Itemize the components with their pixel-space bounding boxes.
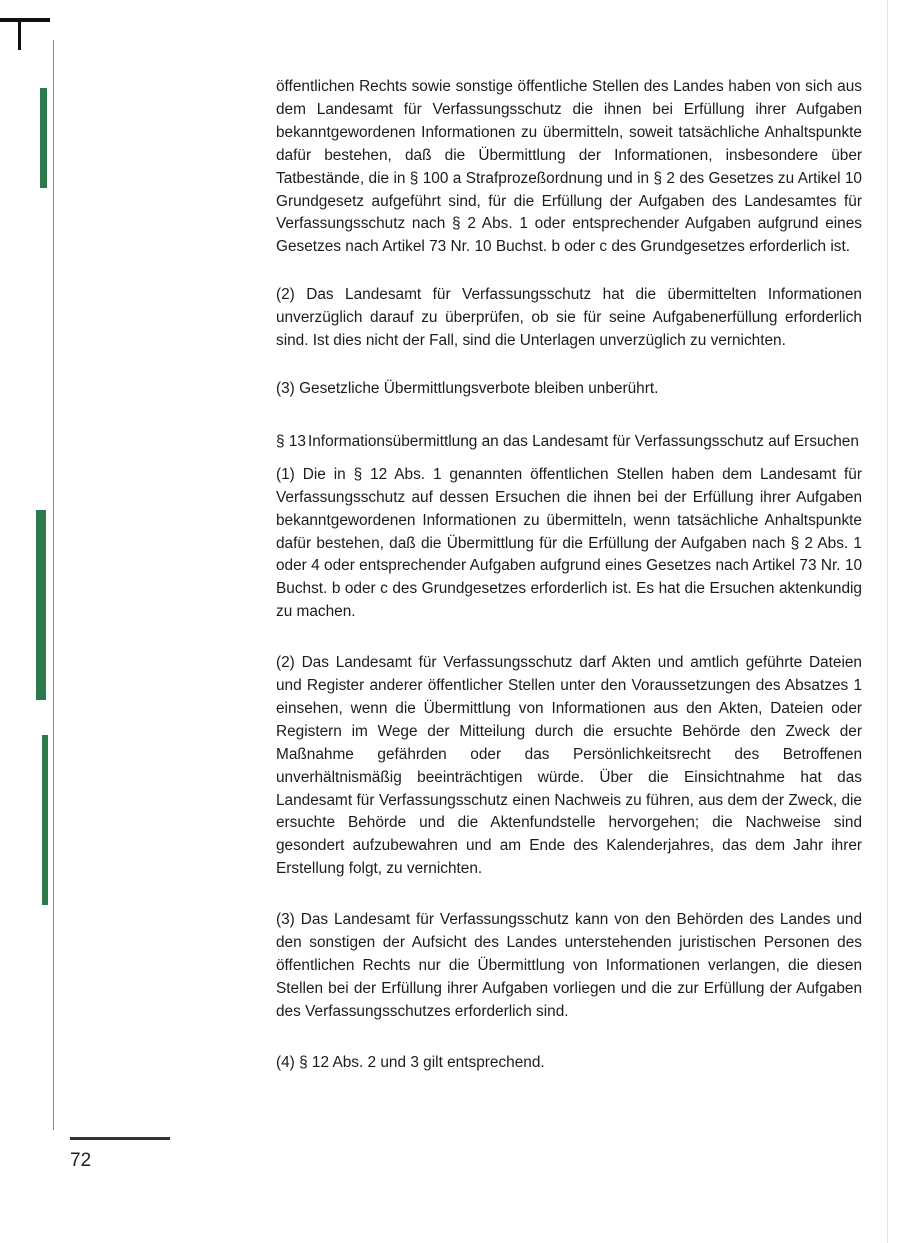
margin-marker-middle: [36, 510, 46, 700]
margin-marker-top: [40, 88, 47, 188]
paragraph-3: (3) Gesetzliche Übermittlungsverbote bleiben unberührt.: [276, 379, 659, 397]
page-right-edge: [887, 0, 888, 1243]
margin-edge-line: [53, 40, 54, 1130]
section-paragraph-4: (4) § 12 Abs. 2 und 3 gilt entsprechend.: [276, 1053, 545, 1071]
section-number: § 13: [276, 432, 306, 450]
document-body: [276, 76, 862, 1075]
footer-rule: [70, 1137, 170, 1140]
section-paragraph-1: (1) Die in § 12 Abs. 1 genannten öffentlichen Stellen haben dem Landesamt für Verfassungsschutz auf dessen Ersuchen die ihnen bei der Erfüllung ihrer Aufgaben bekanntgewordenen Informationen zu übermitteln, wenn tatsächliche Anhaltspunkte dafür bestehen, daß die Übermittlung für die Erfüllung der Aufgaben nach § 2 Abs. 1 oder 4 oder entsprechender Aufgaben aufgrund eines Gesetzes nach Artikel 73 Nr. 10 Buchst. b oder c des Grundgesetzes erforderlich ist. Es hat die Ersuchen aktenkundig zu machen.: [276, 465, 862, 621]
paragraph-continuation: öffentlichen Rechts sowie sonstige öffentliche Stellen des Landes haben von sich aus dem Landesamt für Verfassungsschutz die ihnen bei Erfüllung ihrer Aufgaben bekanntgewordenen Informationen zu übermitteln, soweit tatsächliche Anhaltspunkte dafür bestehen, daß die Übermittlung der Informationen, insbesondere über Tatbestände, die in § 100 a Strafprozeßordnung und in § 2 des Gesetzes zu Artikel 10 Grundgesetz aufgeführt sind, für die Erfüllung der Aufgaben des Landesamtes für Verfassungsschutz nach § 2 Abs. 1 oder entsprechender Aufgaben aufgrund eines Gesetzes nach Artikel 73 Nr. 10 Buchst. b oder c des Grundgesetzes erforderlich ist.: [276, 78, 862, 256]
page-number: 72: [70, 1150, 92, 1171]
scan-corner-stem: [18, 18, 21, 50]
section-title: Informationsübermittlung an das Landesamt für Verfassungsschutz auf Ersuchen: [307, 432, 859, 450]
margin-marker-lower: [42, 735, 48, 905]
paragraph-2: (2) Das Landesamt für Verfassungsschutz hat die übermittelten Informationen unverzüglich darauf zu überprüfen, ob sie für seine Aufgabenerfüllung erforderlich sind. Ist dies nicht der Fall, sind die Unterlagen unverzüglich zu vernichten.: [276, 286, 862, 350]
scan-corner-mark: [0, 18, 50, 22]
section-paragraph-3: (3) Das Landesamt für Verfassungsschutz kann von den Behörden des Landes und den sonstigen der Aufsicht des Landes unterstehenden juristischen Personen des öffentlichen Rechts nur die Übermittlung von Informationen verlangen, die diesen Stellen bei der Erfüllung ihrer Aufgaben vorliegen und die zur Erfüllung der Aufgaben des Verfassungsschutzes erforderlich sind.: [276, 911, 862, 1020]
section-heading: [276, 431, 862, 454]
section-paragraph-2: (2) Das Landesamt für Verfassungsschutz darf Akten und amtlich geführte Dateien und Register anderer öffentlicher Stellen unter den Voraussetzungen des Absatzes 1 einsehen, wenn die Übermittlung von Informationen aus den Akten, Dateien oder Registern im Wege der Mitteilung durch die ersuchte Behörde den Zweck der Maßnahme gefährden oder das Persönlichkeitsrecht des Betroffenen unverhältnismäßig beeinträchtigen würde. Über die Einsichtnahme hat das Landesamt für Verfassungsschutz einen Nachweis zu führen, aus dem der Zweck, die ersuchte Behörde und die Aktenfundstelle hervorgehen; die Nachweise sind gesondert aufzubewahren und am Ende des Kalenderjahres, das dem Jahr ihrer Erstellung folgt, zu vernichten.: [276, 654, 862, 878]
